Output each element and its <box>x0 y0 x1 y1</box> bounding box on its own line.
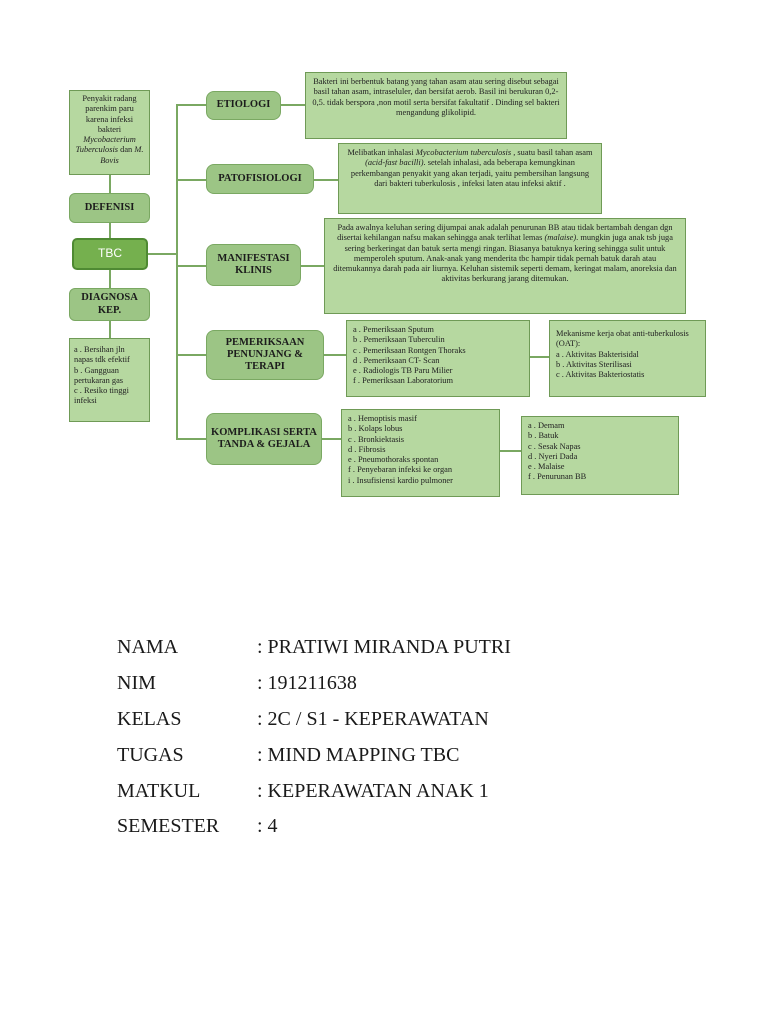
node-manifestasi-klinis[interactable] <box>206 244 301 286</box>
connector-text-defenisi <box>109 175 111 193</box>
connector-komplikasi-gejala <box>499 450 521 452</box>
info-row-matkul <box>117 773 511 809</box>
info-label: NAMA <box>117 636 179 659</box>
manifestasi-text-p1: Pada awalnya keluhan sering dijumpai anak adalah penurunan BB atau tidak bertambah dengan dgn disertai kehilangan nafsu makan sehingga anak terlihat lemas <box>337 223 673 243</box>
pemeriksaan-item: f . Pemeriksaan Laboratorium <box>353 376 454 386</box>
komplikasi-item: d . Fibrosis <box>348 444 386 454</box>
info-label: SEMESTER <box>117 815 220 838</box>
defenisi-text-italic2: M. Bovis <box>100 145 144 165</box>
node-tbc-label: TBC <box>98 246 122 261</box>
pemeriksaan-item: c . Pemeriksaan Rontgen Thoraks <box>353 345 466 355</box>
connector-to-komplikasi <box>176 438 206 440</box>
node-defenisi-label: DEFENISI <box>84 201 135 213</box>
info-value: : 4 <box>257 815 278 838</box>
defenisi-text-mid: dan <box>118 145 135 155</box>
info-row-semester <box>117 809 511 845</box>
connector-to-manifestasi <box>176 265 206 267</box>
komplikasi-item: c . Bronkiektasis <box>348 434 405 444</box>
node-etiologi[interactable] <box>206 91 281 120</box>
connector-etiologi-text <box>280 104 305 106</box>
connector-to-pemeriksaan <box>176 354 206 356</box>
manifestasi-text-i1: (malaise) <box>544 233 577 243</box>
diagnosa-item: b . Gangguan pertukaran gas <box>74 365 124 385</box>
connector-to-patofisiologi <box>176 179 206 181</box>
komplikasi-item: f . Penyebaran infeksi ke organ <box>348 465 453 475</box>
info-row-nama <box>117 630 511 666</box>
info-value: : 191211638 <box>257 672 357 695</box>
pemeriksaan-item: d . Pemeriksaan CT- Scan <box>353 355 440 365</box>
node-diagnosa-kep[interactable] <box>69 288 150 321</box>
defenisi-text-pre: Penyakit radang parenkim paru karena infeksi bakteri <box>82 94 137 134</box>
connector-pemeriksaan-oat <box>529 356 549 358</box>
komplikasi-item: a . Hemoptisis masif <box>348 414 417 423</box>
oat-heading: Mekanisme kerja obat anti-tuberkulosis (OAT): <box>556 329 689 349</box>
komplikasi-list <box>341 409 500 497</box>
komplikasi-item: b . Kolaps lobus <box>348 424 403 434</box>
oat-description <box>549 320 706 397</box>
patofisiologi-text-i2: (acid-fast bacilli) <box>365 158 424 168</box>
diagnosa-item: c . Resiko tinggi infeksi <box>74 386 129 406</box>
defenisi-text-italic1: Mycobacterium Tuberculosis <box>75 135 136 155</box>
connector-manifestasi-text <box>300 265 324 267</box>
info-label: KELAS <box>117 707 182 730</box>
connector-defenisi-tbc <box>109 223 111 239</box>
info-value: : KEPERAWATAN ANAK 1 <box>257 779 489 802</box>
info-row-nim <box>117 666 511 702</box>
pemeriksaan-list <box>346 320 530 397</box>
info-label: NIM <box>117 672 156 695</box>
node-pemeriksaan[interactable] <box>206 330 324 380</box>
info-row-kelas <box>117 702 511 738</box>
etiologi-description <box>305 72 567 139</box>
connector-tbc-trunk <box>147 253 177 255</box>
gejala-item: e . Malaise <box>528 462 565 471</box>
pemeriksaan-item: a . Pemeriksaan Sputum <box>353 325 434 334</box>
gejala-item: b . Batuk <box>528 431 559 441</box>
node-defenisi[interactable] <box>69 193 150 223</box>
info-label: TUGAS <box>117 743 184 766</box>
node-etiologi-label: ETIOLOGI <box>216 99 271 111</box>
diagnosa-list <box>69 338 150 422</box>
node-komplikasi[interactable] <box>206 413 322 465</box>
patofisiologi-text-p3: . setelah inhalasi, ada beberapa kemungkinan perkembangan penyakit yang akan terjadi, yaitu pembersihan langsung dari bakteri tuberkulosis , infeksi laten atau infeksi aktif . <box>350 158 590 188</box>
node-patofisiologi-label: PATOFISIOLOGI <box>218 172 302 184</box>
connector-komplikasi-text <box>321 438 341 440</box>
connector-trunk <box>176 104 178 440</box>
info-label: MATKUL <box>117 779 201 802</box>
etiologi-text: Bakteri ini berbentuk batang yang tahan asam atau sering disebut sebagai basil tahan asam, intraseluler, dan bersifat aerob. Basil ini berukuran 0,2-0,5. tidak berspora ,non motil serta bersifat fakultatif . Dinding sel bakteri mengandung glikolipid. <box>312 77 560 117</box>
info-value: : 2C / S1 - KEPERAWATAN <box>257 707 489 730</box>
connector-diagnosa-text <box>109 320 111 338</box>
oat-item: b . Aktivitas Sterilisasi <box>556 359 632 369</box>
student-info <box>117 630 511 845</box>
diagnosa-item: a . Bersihan jln napas tdk efektif <box>74 345 130 365</box>
node-patofisiologi[interactable] <box>206 164 314 194</box>
patofisiologi-text-p1: Melibatkan inhalasi <box>347 148 416 157</box>
node-tbc[interactable] <box>72 238 148 270</box>
patofisiologi-text-p2: , suatu basil tahan asam <box>511 148 593 157</box>
pemeriksaan-item: e . Radiologis TB Paru Milier <box>353 366 453 375</box>
pemeriksaan-item: b . Pemeriksaan Tuberculin <box>353 335 445 345</box>
node-komplikasi-label: KOMPLIKASI SERTA TANDA & GEJALA <box>211 426 317 450</box>
gejala-item: f . Penurunan BB <box>528 472 587 482</box>
connector-tbc-diagnosa <box>109 269 111 289</box>
node-pemeriksaan-label: PEMERIKSAAN PENUNJANG & TERAPI <box>225 336 305 373</box>
node-diagnosa-kep-label: DIAGNOSA KEP. <box>81 292 138 316</box>
gejala-list <box>521 416 679 495</box>
info-value: : MIND MAPPING TBC <box>257 743 460 766</box>
gejala-item: d . Nyeri Dada <box>528 451 578 461</box>
patofisiologi-description <box>338 143 602 214</box>
gejala-item: c . Sesak Napas <box>528 441 581 451</box>
defenisi-description <box>69 90 150 175</box>
oat-item: c . Aktivitas Bakteriostatis <box>556 370 645 379</box>
gejala-item: a . Demam <box>528 421 565 430</box>
info-row-tugas <box>117 737 511 773</box>
oat-item: a . Aktivitas Bakterisidal <box>556 349 639 359</box>
komplikasi-item: e . Pneumothoraks spontan <box>348 455 439 464</box>
komplikasi-item: i . Insufisiensi kardio pulmoner <box>348 475 453 485</box>
info-value: : PRATIWI MIRANDA PUTRI <box>257 636 511 659</box>
connector-patofisiologi-text <box>313 179 338 181</box>
manifestasi-text-p2: . mungkin juga anak tsb juga sering berkeringat dan batuk serta mengi ringan. Biasanya batuknya kering sehingga sulit untuk memperoleh sputum. Anak-anak yang menderita tbc hampir tidak pernah batuk darah atau ditemukannya darah pada air liurnya. Keluhan sistemik seperti demam, keringat malam, anoreksia dan aktivitas berkurang jarang ditemukan. <box>333 233 677 284</box>
manifestasi-description <box>324 218 686 314</box>
node-manifestasi-label: MANIFESTASI KLINIS <box>217 252 290 276</box>
connector-pemeriksaan-text <box>323 354 346 356</box>
patofisiologi-text-i1: Mycobacterium tuberculosis <box>415 148 512 157</box>
connector-to-etiologi <box>176 104 206 106</box>
